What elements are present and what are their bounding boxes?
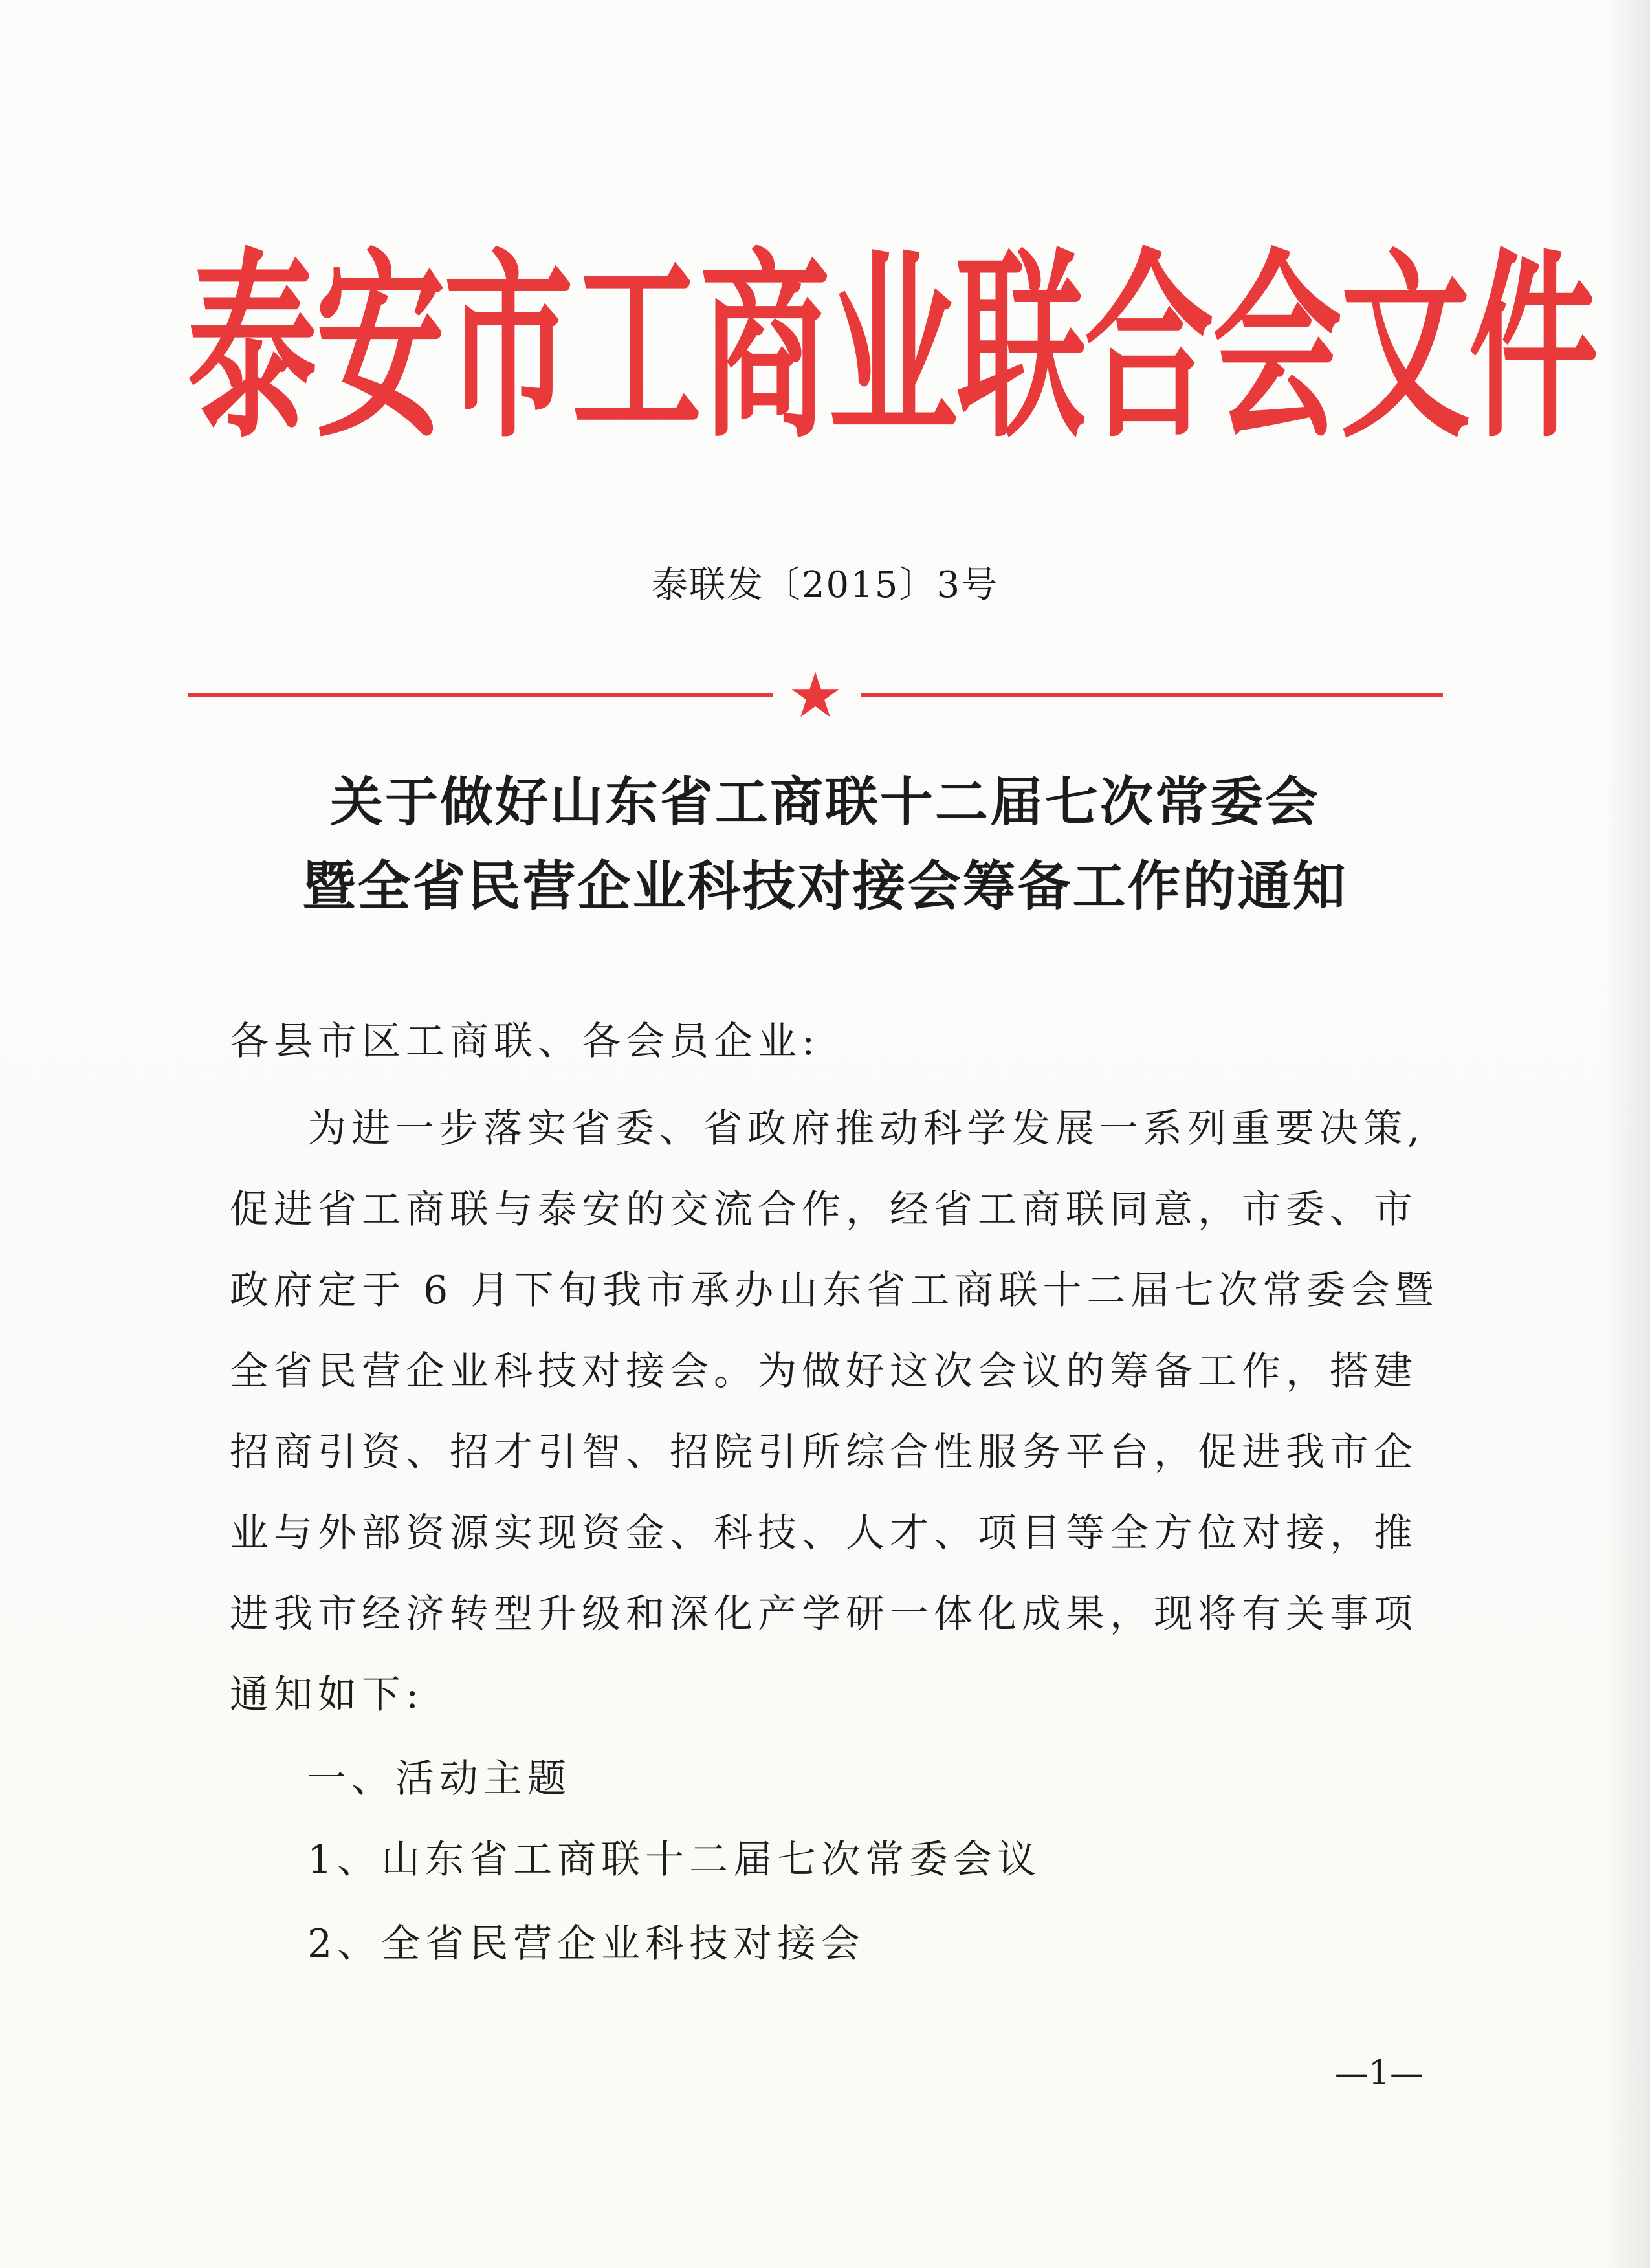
paragraph-line: 促进省工商联与泰安的交流合作，经省工商联同意，市委、市 bbox=[230, 1187, 1418, 1232]
paragraph-line: 全省民营企业科技对接会。为做好这次会议的筹备工作，搭建 bbox=[230, 1349, 1418, 1394]
notice-title-line-1: 关于做好山东省工商联十二届七次常委会 bbox=[329, 771, 1320, 833]
scan-edge-shadow bbox=[1605, 0, 1650, 2268]
paragraph-line: 业与外部资源实现资金、科技、人才、项目等全方位对接，推 bbox=[230, 1510, 1418, 1556]
section-heading: 一、活动主题 bbox=[307, 1756, 571, 1802]
list-item: 2、全省民营企业科技对接会 bbox=[307, 1921, 866, 1967]
org-title: 泰安市工商业联合会文件 bbox=[188, 232, 1598, 466]
document-number: 泰联发〔2015〕3号 bbox=[651, 564, 999, 606]
paragraph-line: 通知如下: bbox=[230, 1672, 424, 1717]
divider-line-left bbox=[188, 693, 773, 697]
salutation: 各县市区工商联、各会员企业: bbox=[230, 1019, 820, 1064]
divider-line-right bbox=[861, 693, 1443, 697]
list-item: 1、山东省工商联十二届七次常委会议 bbox=[307, 1837, 1042, 1882]
paragraph-line: 政府定于 6 月下旬我市承办山东省工商联十二届七次常委会暨 bbox=[230, 1268, 1439, 1313]
paragraph-line: 为进一步落实省委、省政府推动科学发展一系列重要决策, bbox=[307, 1106, 1425, 1151]
page-number: —1— bbox=[1334, 2054, 1424, 2093]
paragraph-line: 招商引资、招才引智、招院引所综合性服务平台，促进我市企 bbox=[230, 1430, 1418, 1475]
notice-title-line-2: 暨全省民营企业科技对接会筹备工作的通知 bbox=[302, 855, 1348, 917]
star-icon: ★ bbox=[787, 659, 844, 732]
paragraph-line: 进我市经济转型升级和深化产学研一体化成果，现将有关事项 bbox=[230, 1591, 1418, 1637]
red-divider bbox=[188, 659, 1443, 732]
